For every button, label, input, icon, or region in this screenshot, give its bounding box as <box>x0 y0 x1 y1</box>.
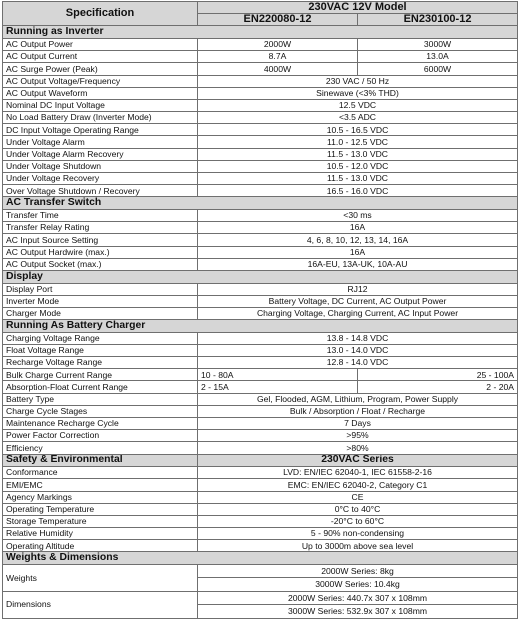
spec-value: >95% <box>198 430 518 442</box>
spec-label: AC Output Socket (max.) <box>3 258 198 270</box>
spec-value-model-b: 3000W <box>358 38 518 50</box>
section-charger <box>3 320 518 454</box>
spec-label: Float Voltage Range <box>3 344 198 356</box>
spec-value: 12.5 VDC <box>198 99 518 111</box>
spec-value-model-b: 13.0A <box>358 51 518 63</box>
spec-row <box>3 332 518 344</box>
spec-row <box>3 307 518 319</box>
spec-label: Absorption-Float Current Range <box>3 381 198 393</box>
spec-value-model-b: 6000W <box>358 63 518 75</box>
spec-value-model-a: 2 - 15A <box>198 381 358 393</box>
dimensions-label: Dimensions <box>3 591 198 618</box>
spec-row <box>3 515 518 527</box>
spec-value: 10.5 - 16.5 VDC <box>198 124 518 136</box>
spec-row <box>3 222 518 234</box>
spec-label: Under Voltage Alarm Recovery <box>3 148 198 160</box>
spec-row <box>3 528 518 540</box>
spec-label: Over Voltage Shutdown / Recovery <box>3 185 198 197</box>
spec-label: EMI/EMC <box>3 479 198 491</box>
spec-row <box>3 430 518 442</box>
spec-row <box>3 467 518 479</box>
model-title: 230VAC 12V Model <box>198 2 518 14</box>
spec-value-model-b: 25 - 100A <box>358 369 518 381</box>
spec-value-model-a: 4000W <box>198 63 358 75</box>
spec-value: Gel, Flooded, AGM, Lithium, Program, Power Supply <box>198 393 518 405</box>
spec-row <box>3 75 518 87</box>
spec-row <box>3 51 518 63</box>
spec-label: Nominal DC Input Voltage <box>3 99 198 111</box>
spec-value: 16A-EU, 13A-UK, 10A-AU <box>198 258 518 270</box>
spec-row <box>3 258 518 270</box>
spec-value: 4, 6, 8, 10, 12, 13, 14, 16A <box>198 234 518 246</box>
spec-value: <3.5 ADC <box>198 112 518 124</box>
section-title: Display <box>3 270 518 283</box>
spec-row <box>3 112 518 124</box>
weights-label: Weights <box>3 565 198 592</box>
spec-label: AC Output Waveform <box>3 87 198 99</box>
spec-row <box>3 38 518 50</box>
spec-label: AC Output Power <box>3 38 198 50</box>
spec-value-model-a: 2000W <box>198 38 358 50</box>
spec-value: 13.0 - 14.0 VDC <box>198 344 518 356</box>
spec-row <box>3 173 518 185</box>
spec-value: -20°C to 60°C <box>198 515 518 527</box>
section-inverter <box>3 26 518 197</box>
spec-label: AC Surge Power (Peak) <box>3 63 198 75</box>
spec-row <box>3 63 518 75</box>
spec-row <box>3 393 518 405</box>
spec-label: Relative Humidity <box>3 528 198 540</box>
spec-label: Under Voltage Recovery <box>3 173 198 185</box>
spec-row <box>3 357 518 369</box>
spec-row <box>3 344 518 356</box>
section-title: Safety & Environmental <box>3 454 198 467</box>
spec-value: 11.5 - 13.0 VDC <box>198 173 518 185</box>
weights-value-a: 2000W Series: 8kg <box>198 565 518 578</box>
spec-row <box>3 99 518 111</box>
spec-value: CE <box>198 491 518 503</box>
spec-label: Conformance <box>3 467 198 479</box>
spec-label: Charging Voltage Range <box>3 332 198 344</box>
spec-sheet <box>2 1 517 619</box>
spec-value: 11.0 - 12.5 VDC <box>198 136 518 148</box>
spec-value: 16A <box>198 246 518 258</box>
spec-value: 0°C to 40°C <box>198 503 518 515</box>
section-title: Weights & Dimensions <box>3 552 518 565</box>
section-transfer <box>3 197 518 271</box>
spec-row <box>3 87 518 99</box>
spec-label: AC Output Current <box>3 51 198 63</box>
dimensions-value-a: 2000W Series: 440.7x 307 x 108mm <box>198 591 518 604</box>
dimensions-value-b: 3000W Series: 532.9x 307 x 108mm <box>198 605 518 618</box>
spec-label: No Load Battery Draw (Inverter Mode) <box>3 112 198 124</box>
spec-row <box>3 160 518 172</box>
spec-label: Efficiency <box>3 442 198 454</box>
spec-value: 5 - 90% non-condensing <box>198 528 518 540</box>
spec-value-model-b: 2 - 20A <box>358 381 518 393</box>
section-subtitle: 230VAC Series <box>198 454 518 467</box>
specification-header: Specification <box>3 2 198 26</box>
spec-row <box>3 185 518 197</box>
spec-label: Inverter Mode <box>3 295 198 307</box>
spec-row <box>3 491 518 503</box>
spec-label: Recharge Voltage Range <box>3 357 198 369</box>
spec-label: Storage Temperature <box>3 515 198 527</box>
spec-row <box>3 124 518 136</box>
section-safety <box>3 454 518 552</box>
spec-label: Battery Type <box>3 393 198 405</box>
spec-row <box>3 136 518 148</box>
spec-row <box>3 479 518 491</box>
spec-label: Power Factor Correction <box>3 430 198 442</box>
spec-label: Display Port <box>3 283 198 295</box>
section-weights <box>3 552 518 618</box>
spec-value: 11.5 - 13.0 VDC <box>198 148 518 160</box>
spec-row <box>3 283 518 295</box>
spec-value: 10.5 - 12.0 VDC <box>198 160 518 172</box>
spec-row <box>3 234 518 246</box>
spec-label: AC Output Voltage/Frequency <box>3 75 198 87</box>
spec-row <box>3 369 518 381</box>
section-title: Running as Inverter <box>3 26 518 39</box>
spec-row <box>3 295 518 307</box>
model-a-name: EN220080-12 <box>198 14 358 26</box>
section-title: AC Transfer Switch <box>3 197 518 210</box>
spec-value: >80% <box>198 442 518 454</box>
section-title: Running As Battery Charger <box>3 320 518 333</box>
spec-row <box>3 148 518 160</box>
spec-value: Sinewave (<3% THD) <box>198 87 518 99</box>
spec-label: Agency Markings <box>3 491 198 503</box>
model-b-name: EN230100-12 <box>358 14 518 26</box>
spec-label: Bulk Charge Current Range <box>3 369 198 381</box>
section-display <box>3 270 518 319</box>
spec-value: 13.8 - 14.8 VDC <box>198 332 518 344</box>
spec-label: Operating Altitude <box>3 540 198 552</box>
spec-value: 16.5 - 16.0 VDC <box>198 185 518 197</box>
weights-value-b: 3000W Series: 10.4kg <box>198 578 518 591</box>
spec-value: Bulk / Absorption / Float / Recharge <box>198 405 518 417</box>
spec-value: 16A <box>198 222 518 234</box>
spec-value-model-a: 8.7A <box>198 51 358 63</box>
spec-row <box>3 442 518 454</box>
spec-value: EMC: EN/IEC 62040-2, Category C1 <box>198 479 518 491</box>
spec-value: RJ12 <box>198 283 518 295</box>
spec-row <box>3 418 518 430</box>
specification-table <box>2 1 518 619</box>
spec-row <box>3 381 518 393</box>
spec-row <box>3 540 518 552</box>
spec-label: Under Voltage Shutdown <box>3 160 198 172</box>
spec-label: DC Input Voltage Operating Range <box>3 124 198 136</box>
spec-value: Battery Voltage, DC Current, AC Output Power <box>198 295 518 307</box>
spec-row <box>3 210 518 222</box>
spec-label: Operating Temperature <box>3 503 198 515</box>
spec-label: Transfer Time <box>3 210 198 222</box>
spec-row <box>3 503 518 515</box>
spec-label: AC Output Hardwire (max.) <box>3 246 198 258</box>
spec-label: Transfer Relay Rating <box>3 222 198 234</box>
spec-value: Charging Voltage, Charging Current, AC Input Power <box>198 307 518 319</box>
spec-label: Maintenance Recharge Cycle <box>3 418 198 430</box>
spec-label: Under Voltage Alarm <box>3 136 198 148</box>
spec-label: AC Input Source Setting <box>3 234 198 246</box>
spec-value-model-a: 10 - 80A <box>198 369 358 381</box>
spec-value: 230 VAC / 50 Hz <box>198 75 518 87</box>
spec-value: Up to 3000m above sea level <box>198 540 518 552</box>
spec-label: Charger Mode <box>3 307 198 319</box>
spec-row <box>3 246 518 258</box>
spec-value: 7 Days <box>198 418 518 430</box>
spec-value: 12.8 - 14.0 VDC <box>198 357 518 369</box>
spec-label: Charge Cycle Stages <box>3 405 198 417</box>
spec-row <box>3 405 518 417</box>
spec-value: LVD: EN/IEC 62040-1, IEC 61558-2-16 <box>198 467 518 479</box>
spec-value: <30 ms <box>198 210 518 222</box>
